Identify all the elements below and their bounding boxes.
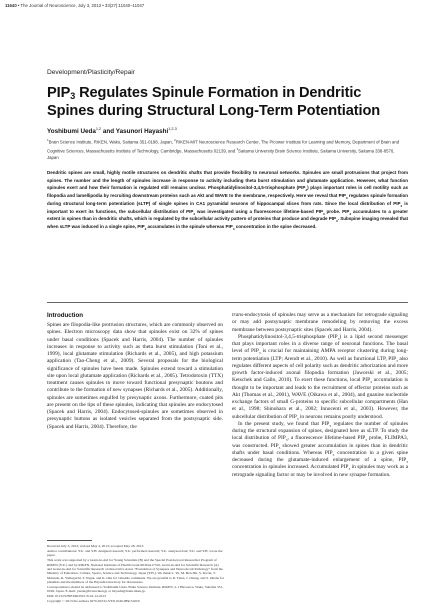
body-subscript: 3 — [337, 336, 340, 341]
introduction-paragraph: Spines are filopodia-like protrusion structures, which are commonly observed on spines. Electron microscopy data show that spinules exist on 32% of spines under basal conditions (Spacek and Harris, 2004). The number of spinules increases in response to activity such as theta burst stimulation (Toni et al., 1999), local glutamate stimulation (Richards et al., 2005), and high potassium application (Tao-Cheng et al., 2009). Several proposals for the biological significance of spinules have been made. Spinules extend toward a stimulation site upon local glutamate application (Richards et al., 2005). Tetrodotoxin (TTX) treatment causes spinules to move toward functional presynaptic boutons and contribute to the formation of new synapses (Richards et al., 2005). Additionally, spinules are sometimes engulfed by presynaptic axons. Furthermore, coated pits are present on the tips of these spinules, indicating that spinules are endocytosed (Spacek and Harris, 2004). Endocytosed-spinules are sometimes observed in presynaptic buttons as isolated vesicles separated from the postsynaptic side. (Spacek and Harris, 2004). Therefore, the — [47, 322, 223, 430]
body-subscript: 3 — [406, 460, 408, 465]
author-name: Yasunori Hayashi — [115, 128, 169, 136]
affiliations — [47, 137, 407, 162]
body-subscript: 3 — [348, 467, 351, 472]
received-dates: Received July 3, 2012; revised May 4, 2013; accepted May 28, 2013. — [47, 544, 145, 548]
abstract-subscript: 3 — [305, 188, 308, 193]
abstract-text: is important to exert its functions, the subcellular distribution of PIP — [47, 200, 408, 214]
author-name: Yoshibumi Ueda — [47, 128, 96, 136]
body-subscript: 3 — [278, 445, 281, 450]
abstract-text: accumulates in the spinule whereas PIP — [146, 223, 233, 229]
abstract-subscript: 3 — [144, 226, 147, 231]
body-italic: trans — [232, 312, 244, 318]
body-text: showed greater accumulation in spines than in dendritic shafts under basal conditions. Whereas PIP — [232, 442, 408, 456]
abstract-subscript: 3 — [400, 203, 403, 208]
abstract-text: . Subspine imaging revealed that when sLTP was induced in a single spine, PIP — [47, 216, 408, 229]
body-text: in spinules may work as a retrograde signaling factor or may be involved in new synapse formation. — [232, 464, 408, 478]
footnotes — [47, 544, 224, 604]
author-list — [47, 127, 177, 135]
article-title — [47, 85, 407, 120]
abstract-text: probe. PIP — [324, 208, 350, 214]
affiliation-text: Brain Science Institute, RIKEN, Wako, Saitama 351-0198, Japan, — [48, 139, 175, 145]
abstract-subscript: 3 — [345, 196, 348, 200]
body-text: also regulates different aspects of cell polarity such as dendritic arborization and more growth factor-induced axonal filopodia formation (Jaworski et al., 2005; Ketschek and Gallo, 2010). To exert these functions, local PIP — [232, 355, 409, 384]
affiliation-mark: 3 — [236, 147, 239, 152]
body-subscript: 3 — [370, 380, 372, 385]
funding-acknowledgment: This work was supported by a Grant-in-Aid for Young Scientists (B) and the Special Postdoctoral Researcher Program of RIKEN (Y.U.) and by RIKEN, National Institutes of Health Grant R01DA17310, Grant-in-Aid for Scientific Research (A) and Grant-in-Aid for Scientific Research on Innovative Areas "Foundation of Synapses and Neurocircuit Pathology" from the Ministry of Education, Culture, Sports, Science and Technology, Japan (Y.H.). We thank L. Yu, M. Ben-Shi, S. Kwok, T. Matsuda, K. Yamaguchi, T. Nagai, and K. Oka for valuable comments. We are grateful to R. Tsien, J. Chung, and S. Okabe for plasmids and the members of the Hayashi laboratory for discussions. — [47, 558, 224, 584]
introduction-heading: Introduction — [47, 312, 84, 319]
author-affiliation-mark: 1,2,3 — [168, 127, 177, 131]
body-text: concentration in spinules increased. Accumulated PIP — [232, 464, 349, 471]
running-header — [5, 3, 144, 8]
body-text: Phosphatidylinositol-3,4,5-trisphosphate (PIP — [238, 333, 338, 340]
body-text: In the present study, we found that PIP — [238, 420, 330, 427]
body-paragraph — [232, 312, 408, 334]
body-text: is crucial for maintaining AMPA receptor clustering during long-term potentiation (LTP; Arendt et al., 2010). As well as functional LTP, PIP — [232, 348, 408, 362]
body-text: probe, FLIMPA3, was constructed. PIP — [232, 435, 408, 449]
footnote-divider — [47, 540, 92, 541]
body-subscript: 3 — [365, 438, 367, 443]
body-paragraph — [232, 421, 408, 479]
doi: DOI:10.1523/JNEUROSCI.3122-12.2013 — [47, 594, 106, 599]
affiliation-mark: 2 — [174, 138, 176, 142]
abstract-subscript: 3 — [336, 219, 338, 224]
body-text: concentration in a given spine decreased during the glutamate-induced enlargement of a spine, PIP — [232, 449, 408, 463]
body-subscript: 3 — [285, 438, 288, 443]
body-paragraph — [232, 334, 408, 421]
body-subscript: 3 — [329, 423, 331, 428]
body-text: , a fluorescence lifetime-based PIP — [287, 435, 366, 442]
abstract-divider — [47, 302, 408, 303]
abstract-text: accumulates to a greater extent in spines than in dendritic shafts, which is regulated by the subcellular activity pattern of proteins that produce and degrade PIP — [47, 208, 408, 222]
abstract-text: Dendritic spines are small, highly motile structures on dendritic shafts that provide flexibility to neuronal networks. Spinules are small protrusions that project from spines. The number and the length of spinules increase in response to activity including theta burst stimulation and glutamate application. However, what function spinules exert and how their formation is regulated still remains unclear. Phosphatidylinositol-3,4,5-trisphosphate (PIP — [47, 170, 408, 191]
body-text: ) is a lipid second messenger that plays important roles in a diverse range of neuronal functions. The basal level of PIP — [232, 333, 408, 355]
left-column — [47, 312, 223, 431]
affiliation-text: RIKEN-MIT Neuroscience Research Center, The Picower Institute for Learning and Memory, Department of Brain and Cognitive Sciences, Massachusetts Institute of Technology, Cambridge, Massachusetts 02139, and — [47, 139, 400, 154]
body-subscript: 3 — [396, 358, 398, 363]
abstract-subscript: 3 — [232, 226, 235, 231]
body-text: -endocytosis of spinules may serve as a mechanism for retrograde signaling or may add postsynaptic membrane remodeling by removing the excess membrane between postsynaptic sites (Spacek and Harris, 2004). — [232, 312, 408, 333]
body-text: in neurons remains poorly understood. — [298, 413, 383, 420]
abstract-subscript: 3 — [193, 211, 196, 216]
affiliation-mark: 1 — [47, 138, 49, 142]
title-part2: Regulates Spinule Formation in Dendritic Spines during Structural Long-Term Potentiation — [47, 85, 381, 119]
body-text: regulates the number of spinules during the structural expansion of spines, designated here as sLTP. To study the local distribution of PIP — [232, 420, 408, 442]
author-separator: and — [101, 128, 116, 136]
right-column — [232, 312, 408, 479]
body-text: accumulation is thought to be important and leads to the recruitment of effector proteins such as Akt (Thomas et al., 2001), WAVE (Oikawa et al., 2004), and guanine nucleotide exchange factors of small G-proteins to specific subcellular compartments (Han et al., 1998; Shinohara et al., 2002; Innocenti et al., 2003). However, the subcellular distribution of PIP — [232, 377, 408, 420]
abstract-text: was investigated using a fluorescence lifetime-based PIP — [195, 208, 323, 214]
abstract-text: ) plays important roles in cell motility such as filopodia and lamellipodia by recruiting downstream proteins such as Akt and WAVE to the membrane, respectively. Here we reveal that PIP — [47, 185, 408, 199]
title-part1: PIP — [47, 85, 71, 101]
body-subscript: 3 — [296, 416, 299, 421]
body-subscript: 3 — [332, 452, 335, 457]
page-number: 11640 — [5, 3, 17, 8]
abstract-text: concentration in the spine decreased. — [234, 223, 317, 229]
author-contributions: Author contributions: Y.U. and Y.H. designed research; Y.U. performed research; Y.U. analyzed data; Y.U. and Y.H. wrote the paper. — [47, 548, 223, 558]
abstract-subscript: 3 — [349, 211, 352, 216]
abstract-text: regulates spinule formation during structural long-term potentiation (sLTP) of single spines in CA1 pyramidal neurons of hippocampal slices from rats. Since the local distribution of PIP — [47, 193, 408, 206]
copyright: Copyright © 2013 the authors 0270-6474/13/3311040-08$15.00/0 — [47, 599, 140, 604]
section-label: Development/Plasticity/Repair — [47, 69, 135, 76]
abstract — [47, 169, 408, 231]
affiliation-text: Saitama University Brain Science Institute, Saitama University, Saitama 338-8570, Japan — [47, 148, 395, 161]
body-subscript: 3 — [258, 351, 261, 356]
correspondence: Correspondence should be addressed to Yoshibumi Ueda, Brain Science Institute, RIKEN, 2-1 Hirosawa, Wako, Saitama 351-0198, Japan. E-mail: yueda@brain.riken.jp or hayashi@brain.riken.jp. — [47, 584, 224, 594]
abstract-subscript: 3 — [322, 211, 325, 216]
author-affiliation-mark: 1,2 — [95, 127, 102, 131]
journal-citation: • The Journal of Neuroscience, July 3, 2013 • 33(27):11040–11047 — [17, 3, 145, 8]
title-subscript: 3 — [70, 91, 76, 101]
